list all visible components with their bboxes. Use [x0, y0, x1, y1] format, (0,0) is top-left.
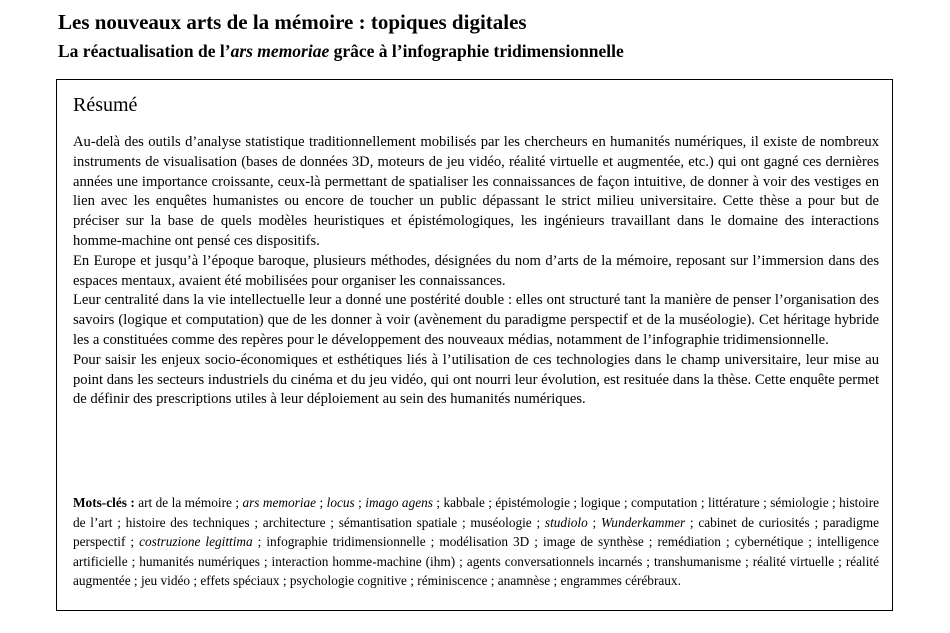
keyword-item: art de la mémoire — [138, 495, 232, 510]
keyword-item: épistémologie — [495, 495, 570, 510]
keyword-item: architecture — [262, 514, 326, 530]
keyword-item: infographie tridimensionnelle — [266, 534, 426, 549]
keyword-item: logique — [580, 495, 621, 510]
keyword-item: réalité augmentée — [73, 553, 880, 588]
keyword-item: engrammes cérébraux — [560, 573, 678, 588]
abstract-box — [56, 79, 893, 611]
keyword-item: effets spéciaux — [200, 573, 280, 588]
keywords-label: Mots-clés : — [73, 495, 135, 510]
keyword-item: sémiologie — [770, 495, 829, 510]
abstract-paragraph: Pour saisir les enjeux socio-économiques et esthétiques liés à l’utilisation de ces technologies dans le champ universitaire, leur mise au point dans les secteurs industriels du cinéma et du jeu vidéo, qui ont nourri leur évolution, est resituée dans la thèse. Cette enquête permet de définir des prescriptions utiles à leur déploiement au sein des humanités numériques. — [73, 351, 879, 408]
keyword-item: studiolo — [544, 514, 588, 530]
abstract-paragraph: En Europe et jusqu’à l’époque baroque, plusieurs méthodes, désignées du nom d’arts de la mémoire, reposant sur l’immersion dans des espaces mentaux, avaient été mobilisées pour organiser les connaissances. — [73, 252, 879, 289]
keyword-item: jeu vidéo — [140, 573, 191, 588]
keyword-item: ars memoriae — [242, 495, 317, 510]
keyword-item: image de synthèse — [542, 534, 644, 549]
keyword-item: locus — [326, 495, 355, 510]
keyword-item: agents conversationnels incarnés — [466, 553, 643, 569]
keyword-item: transhumanisme — [653, 553, 742, 569]
abstract-heading: Résumé — [73, 94, 138, 116]
keywords-list: art de la mémoire ; ars memoriae ; locus ; imago agens ; kabbale ; épistémologie ; logique ; computation ; littérature ; sémiologie ; histoire de l’art ; histoire des techniques ; architecture ; sémantisation spatiale ; muséologie ; studiolo ; Wunderkammer ; cabinet de curiosités ; paradigme perspectif ; costruzione legittima ; infographie tridimensionnelle ; modélisation 3D ; image de synthèse ; remédiation ; cybernétique ; intelligence artificielle ; humanités numériques ; interaction homme-machine (ihm) ; agents conversationnels incarnés ; transhumanisme ; réalité virtuelle ; réalité augmentée ; jeu vidéo ; effets spéciaux ; psychologie cognitive ; réminiscence ; anamnèse ; engrammes cérébraux. — [73, 495, 880, 588]
page-title: Les nouveaux arts de la mémoire : topiques digitales — [58, 10, 527, 34]
abstract-body — [73, 133, 879, 410]
keyword-item: réalité virtuelle — [752, 553, 835, 569]
keyword-item: sémantisation spatiale — [338, 514, 458, 530]
keyword-item: cybernétique — [734, 534, 804, 549]
keyword-item: modélisation 3D — [439, 534, 530, 549]
keyword-item: imago agens — [365, 495, 433, 510]
keyword-item: littérature — [708, 495, 760, 510]
keyword-item: interaction homme-machine (ihm) — [271, 553, 456, 569]
keyword-item: computation — [630, 495, 698, 510]
keyword-item: réminiscence — [417, 573, 488, 588]
subtitle-post: grâce à l’infographie tridimensionnelle — [329, 41, 624, 61]
keyword-item: humanités numériques — [139, 553, 260, 569]
keyword-item: histoire de l’art — [73, 495, 880, 530]
keyword-item: kabbale — [443, 495, 485, 510]
keyword-item: costruzione legittima — [139, 534, 253, 549]
keyword-item: psychologie cognitive — [289, 573, 407, 588]
keyword-item: Wunderkammer — [600, 514, 686, 530]
subtitle-pre: La réactualisation de l’ — [58, 41, 231, 61]
keyword-item: intelligence artificielle — [73, 534, 880, 569]
keyword-item: histoire des techniques — [125, 514, 250, 530]
keyword-item: paradigme perspectif — [73, 514, 880, 549]
keywords-block — [73, 493, 879, 591]
subtitle-italic: ars memoriae — [230, 41, 330, 61]
abstract-paragraph: Au-delà des outils d’analyse statistique traditionnellement mobilisés par les chercheurs en humanités numériques, il existe de nombreux instruments de visualisation (bases de données 3D, moteurs de jeu vidéo, réalité virtuelle et augmentée, etc.) qui ont gagné ces dernières années une importance croissante, ceux-là permettant de spatialiser les connaissances de façon intuitive, de donner à voir des vestiges en lien avec les enquêtes humanistes ou encore de toucher un public dépassant le strict milieu universitaire. Cette thèse a pour but de préciser sur la base de quels modèles heuristiques et épistémologiques, les ingénieurs travaillant dans le domaine des interactions homme-machine ont pensé ces dispositifs. — [73, 134, 879, 249]
keyword-item: cabinet de curiosités — [698, 514, 810, 530]
keyword-item: remédiation — [657, 534, 721, 549]
keyword-item: anamnèse — [497, 573, 551, 588]
page-subtitle — [58, 40, 938, 62]
abstract-paragraph: Leur centralité dans la vie intellectuelle leur a donné une postérité double : elles ont structuré tant la manière de penser l’organisation des savoirs (logique et computation) que de les donner à voir (avènement du paradigme perspectif et de la muséologie). Cet héritage hybride les a constituées comme des repères pour le développement des nouveaux médias, notamment de l’infographie tridimensionnelle. — [73, 292, 879, 348]
keyword-item: muséologie — [470, 514, 532, 530]
